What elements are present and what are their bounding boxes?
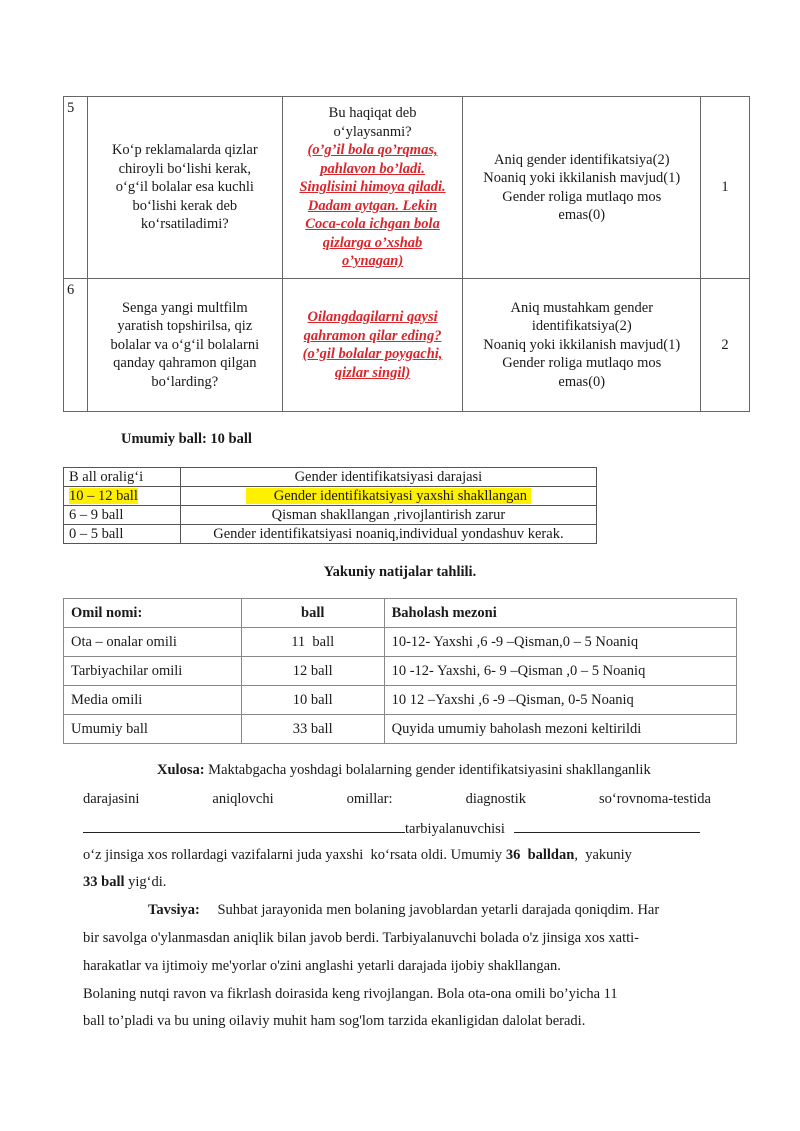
factors-table [63, 598, 737, 744]
conclusion-line: Xulosa: Maktabgacha yoshdagi bolalarning gender identifikatsiyasini shakllanganlik [157, 762, 651, 778]
table-cell: Qisman shakllangan ,rivojlantirish zarur [180, 506, 596, 525]
table-cell: 10-12- Yaxshi ,6 -9 –Qisman,0 – 5 Noaniq [384, 628, 736, 657]
table-row [64, 686, 737, 715]
table-header-row [64, 599, 737, 628]
table-cell: 10 -12- Yaxshi, 6- 9 –Qisman ,0 – 5 Noaniq [384, 657, 736, 686]
name-blank [514, 818, 700, 833]
header-cell: Baholash mezoni [384, 599, 736, 628]
highlighted-text: Gender identifikatsiyasi yaxshi shakllangan [246, 488, 531, 504]
recommendation-line: ball to’pladi va bu uning oilaviy muhit ham sog'lom tarzida ekanligidan dalolat beradi. [83, 1013, 586, 1029]
answer-cell: Oilangdagilarni qaysi qahramon qilar eding? (o’gil bolalar poygachi, qizlar singil) [282, 279, 463, 412]
row-number: 6 [64, 279, 88, 412]
child-answer: Oilangdagilarni qaysi [307, 309, 438, 325]
criteria-cell: Aniq gender identifikatsiya(2) Noaniq yoki ikkilanish mavjud(1) Gender roliga mutlaqo mos emas(0) [463, 97, 701, 279]
recommendation-line: bir savolga o'ylanmasdan aniqlik bilan javob berdi. Tarbiyalanuvchi bolada o'z jinsiga xos xatti- [83, 930, 640, 946]
table-row [64, 715, 737, 744]
recommendation-line: Tavsiya: Suhbat jarayonida men bolaning javoblardan yetarli darajada qoniqdim. Har [148, 902, 660, 918]
table-row [64, 657, 737, 686]
criteria-cell: Aniq mustahkam gender identifikatsiya(2) Noaniq yoki ikkilanish mavjud(1) Gender roliga mutlaqo mos emas(0) [463, 279, 701, 412]
question-text: Senga yangi multfilm yaratish topshirilsa, qiz bolalar va o‘g‘il bolalarni qanday qahramon qilgan bo‘larding? [87, 279, 282, 412]
table-row [64, 506, 597, 525]
table-row [64, 487, 597, 506]
conclusion-label: Xulosa: [157, 762, 205, 778]
recommendation-label: Tavsiya: [148, 902, 200, 918]
table-cell: Gender identifikatsiyasi noaniq,individual yondashuv kerak. [180, 525, 596, 544]
table-cell: 12 ball [241, 657, 384, 686]
recommendation-line: Bolaning nutqi ravon va fikrlash doirasida keng rivojlangan. Bola ota-ona omili bo’yicha 11 [83, 986, 618, 1002]
conclusion-line: o‘z jinsiga xos rollardagi vazifalarni juda yaxshi ko‘rsata oldi. Umumiy 36 balldan, yakuniy [83, 847, 632, 863]
header-cell: Omil nomi: [64, 599, 242, 628]
score-cell: 1 [701, 97, 750, 279]
conclusion-line: 33 ball yig‘di. [83, 874, 167, 890]
header-cell: B all oralig‘i [64, 468, 181, 487]
table-row [64, 525, 597, 544]
table-row [64, 279, 750, 412]
header-cell: ball [241, 599, 384, 628]
conclusion-line: darajasini aniqlovchi omillar: diagnostik so‘rovnoma-testida [83, 791, 711, 807]
table-cell: 0 – 5 ball [64, 525, 181, 544]
answer-cell: Bu haqiqat deb o‘ylaysanmi? (o’g’il bola qo’rqmas, pahlavon bo’ladi. Singlisini himoya qiladi. Dadam aytgan. Lekin Coca-cola ichgan bola qizlarga o’xshab o’ynagan) [282, 97, 463, 279]
table-cell: Umumiy ball [64, 715, 242, 744]
table-cell: 10 12 –Yaxshi ,6 -9 –Qisman, 0-5 Noaniq [384, 686, 736, 715]
section-title: Yakuniy natijalar tahlili. [323, 564, 477, 580]
table-cell: Ota – onalar omili [64, 628, 242, 657]
questions-table [63, 96, 750, 412]
ball-ranges-table [63, 467, 597, 544]
row-number: 5 [64, 97, 88, 279]
table-cell: Media omili [64, 686, 242, 715]
table-row [64, 628, 737, 657]
table-cell: 6 – 9 ball [64, 506, 181, 525]
table-header-row [64, 468, 597, 487]
table-cell [64, 487, 181, 506]
child-answer: (o’g’il bola qo’rqmas, [307, 142, 438, 159]
total-score-label: Umumiy ball: 10 ball [121, 431, 252, 447]
highlighted-text: 10 – 12 ball [69, 488, 138, 504]
table-cell: 11 ball [241, 628, 384, 657]
table-cell: Tarbiyachilar omili [64, 657, 242, 686]
name-blank [83, 818, 405, 833]
recommendation-line: harakatlar va ijtimoiy me'yorlar o'zini anglashi yetarli darajada ijobiy shakllangan. [83, 958, 561, 974]
score-cell: 2 [701, 279, 750, 412]
table-cell [180, 487, 596, 506]
table-cell: 33 ball [241, 715, 384, 744]
question-text: Ko‘p reklamalarda qizlar chiroyli bo‘lishi kerak, o‘g‘il bolalar esa kuchli bo‘lishi kerak deb ko‘rsatiladimi? [87, 97, 282, 279]
table-row [64, 97, 750, 279]
table-cell: Quyida umumiy baholash mezoni keltirildi [384, 715, 736, 744]
conclusion-line: tarbiyalanuvchisi [83, 818, 700, 838]
table-cell: 10 ball [241, 686, 384, 715]
header-cell: Gender identifikatsiyasi darajasi [180, 468, 596, 487]
